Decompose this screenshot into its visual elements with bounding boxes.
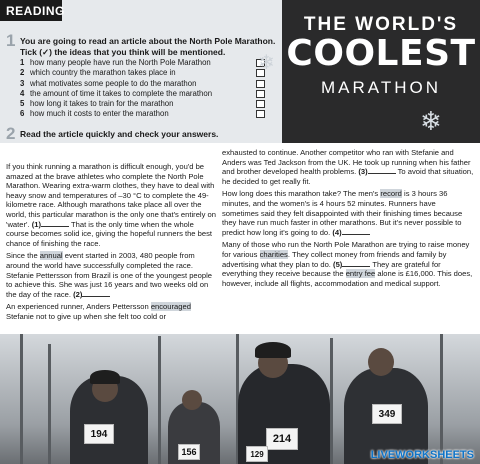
title-line2: COOLEST bbox=[286, 33, 476, 74]
snowflake-icon: ❄ bbox=[420, 106, 442, 136]
task1-instruction-line2: Tick (✓) the ideas that you think will be mentioned. bbox=[20, 47, 226, 57]
tick-box[interactable] bbox=[256, 110, 265, 118]
highlighted-word: entry fee bbox=[345, 269, 376, 279]
highlighted-word: encouraged bbox=[150, 302, 191, 312]
tick-box[interactable] bbox=[256, 100, 265, 108]
race-bib: 156 bbox=[178, 444, 200, 460]
list-item: 5 how long it takes to train for the marathon bbox=[20, 99, 270, 109]
article-paragraph: An experienced runner, Anders Pettersson encouraged Stefanie not to give up when she felt too cold or bbox=[6, 302, 191, 321]
header-band bbox=[0, 0, 480, 143]
list-item: 3 what motivates some people to do the marathon bbox=[20, 79, 270, 89]
tick-box[interactable] bbox=[256, 90, 265, 98]
idea-list bbox=[20, 58, 270, 120]
runners-photo bbox=[0, 334, 480, 464]
gap-3-blank[interactable] bbox=[368, 167, 396, 174]
task2-instruction: Read the article quickly and check your answers. bbox=[20, 129, 219, 139]
race-bib: 214 bbox=[266, 428, 298, 450]
list-item: 1 how many people have run the North Pole Marathon bbox=[20, 58, 270, 68]
title-panel bbox=[282, 0, 480, 143]
gap-2-blank[interactable] bbox=[82, 290, 110, 297]
title-line1: THE WORLD'S bbox=[303, 14, 459, 35]
article-paragraph: Many of those who run the North Pole Marathon are trying to raise money for various charities. They collect money from friends and family by advertising what they plan to do. (5) They are grateful for everything they receive because the entry fee alone is £16,000. This does, however, include all flights, accommodation and medical support. bbox=[222, 240, 473, 288]
gap-4-blank[interactable] bbox=[342, 228, 370, 235]
article-column-right bbox=[222, 148, 474, 291]
watermark-logo: LIVEWORKSHEETS bbox=[370, 449, 474, 461]
task1-instruction bbox=[20, 36, 282, 58]
task1-number: 1 bbox=[6, 31, 16, 50]
tick-box[interactable] bbox=[256, 80, 265, 88]
gap-1-blank[interactable] bbox=[41, 220, 69, 227]
gap-2: (2) bbox=[73, 289, 83, 299]
list-item: 4 the amount of time it takes to complete the marathon bbox=[20, 89, 270, 99]
article-paragraph: exhausted to continue. Another competitor who ran with Stefanie and Anders was Ted Jackson from the UK. He took up running when his father and brother developed health problems. (3) To avoid that situation, he decided to get really fit. bbox=[222, 148, 474, 186]
article-paragraph: If you think running a marathon is difficult enough, you'd be amazed at the brave athletes who complete the North Pole Marathon. Wearing extra-warm clothes, they have to deal with heavy snow and temperatures of –30 °C to complete the 49-kilometre race. Although marathons take place all over the world, this particular marathon is the only one that's entirely on 'water'. (1) That is the only time when the whole course becomes solid ice, giving the hopeful runners the best chance of finishing the race. bbox=[6, 162, 216, 248]
article-column-left bbox=[6, 162, 216, 325]
highlighted-word: record bbox=[380, 189, 402, 199]
task1-instruction-line1: You are going to read an article about the North Pole Marathon. bbox=[20, 36, 276, 46]
gap-1: (1) bbox=[31, 219, 41, 229]
race-bib: 194 bbox=[84, 424, 114, 444]
article-paragraph: How long does this marathon take? The men's record is 3 hours 36 minutes, and the women's is 4 hours 52 minutes. Runners have sometimes said they felt disappointed with their finishing times because they have run much faster in other marathons. But it's never possible to predict how long it's going to do. (4) bbox=[222, 189, 463, 237]
list-item: 2 which country the marathon takes place in bbox=[20, 68, 270, 78]
highlighted-word: charities bbox=[259, 249, 288, 259]
task2-number: 2 bbox=[6, 124, 16, 143]
list-item: 6 how much it costs to enter the marathon bbox=[20, 109, 270, 119]
snowflake-icon: ❄ bbox=[258, 52, 275, 74]
gap-3: (3) bbox=[358, 167, 368, 177]
gap-5-blank[interactable] bbox=[342, 260, 370, 267]
title-line3: MARATHON bbox=[320, 78, 441, 97]
gap-4: (4) bbox=[332, 227, 342, 237]
gap-5: (5) bbox=[333, 259, 343, 269]
highlighted-word: annual bbox=[39, 251, 63, 261]
article-paragraph: Since the annual event started in 2003, 480 people from around the world have successfully completed the race. Stefanie Pettersson from Brazil is one of the youngest people to achieve this. She was just 16 years and two weeks old on the day of the race. (2) bbox=[6, 251, 212, 299]
section-tab: READING bbox=[0, 0, 62, 21]
race-bib: 129 bbox=[246, 446, 268, 462]
race-bib: 349 bbox=[372, 404, 402, 424]
